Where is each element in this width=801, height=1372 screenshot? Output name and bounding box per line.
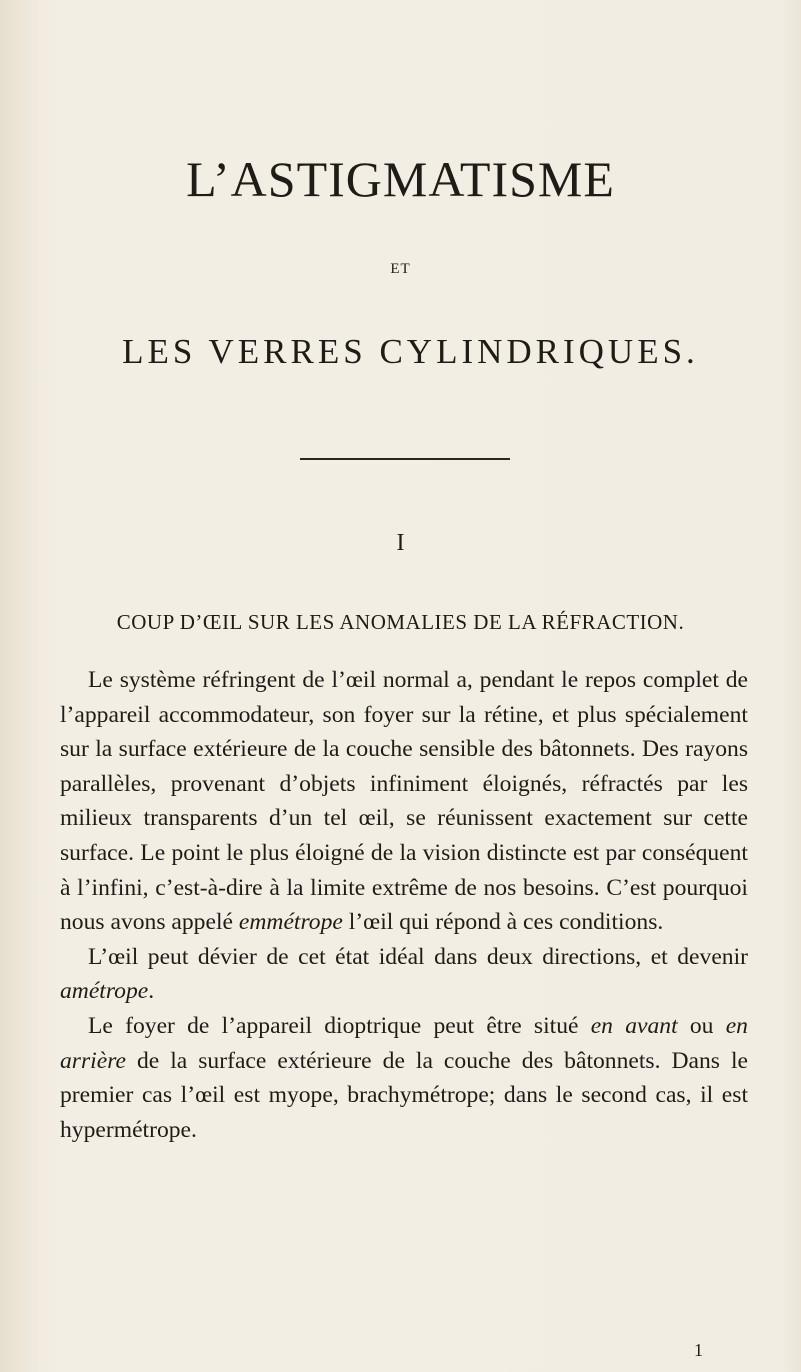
title-conjunction: ET bbox=[390, 261, 411, 277]
emphasis-en-avant: en avant bbox=[590, 1012, 678, 1039]
emphasis-emmetrope: emmétrope bbox=[238, 909, 343, 936]
divider-rule bbox=[300, 458, 510, 460]
chapter-title: COUP D’ŒIL SUR LES ANOMALIES DE LA RÉFRACTION. bbox=[116, 610, 685, 634]
emphasis-ametrope: amétrope bbox=[60, 978, 149, 1005]
body-text bbox=[60, 663, 748, 1147]
paragraph-3: Le foyer de l’appareil dioptrique peut être situé en avant ou en arrière de la surface extérieure de la couche des bâtonnets. Dans le premier cas l’œil est myope, brachymétrope; dans le second cas, il est hypermétrope. bbox=[60, 1012, 748, 1143]
page-number: 1 bbox=[694, 1340, 703, 1360]
book-subtitle: LES VERRES CYLINDRIQUES. bbox=[122, 332, 699, 371]
paragraph-2: L’œil peut dévier de cet état idéal dans deux directions, et devenir amétrope. bbox=[60, 943, 748, 1005]
paragraph-1: Le système réfringent de l’œil normal a, pendant le repos complet de l’appareil accommodateur, son foyer sur la rétine, et plus spécialement sur la surface extérieure de la couche sensible des bâtonnets. Des rayons parallèles, provenant d’objets infiniment éloignés, réfractés par les milieux transparents d’un tel œil, se réunissent exactement sur cette surface. Le point le plus éloigné de la vision distincte est par conséquent à l’infini, c’est-à-dire à la limite extrême de nos besoins. C’est pourquoi nous avons appelé emmétrope l’œil qui répond à ces conditions. bbox=[60, 667, 748, 936]
book-title: L’ASTIGMATISME bbox=[186, 151, 615, 207]
emphasis-en-arriere: en arrière bbox=[60, 1012, 748, 1074]
chapter-number: I bbox=[396, 530, 405, 556]
